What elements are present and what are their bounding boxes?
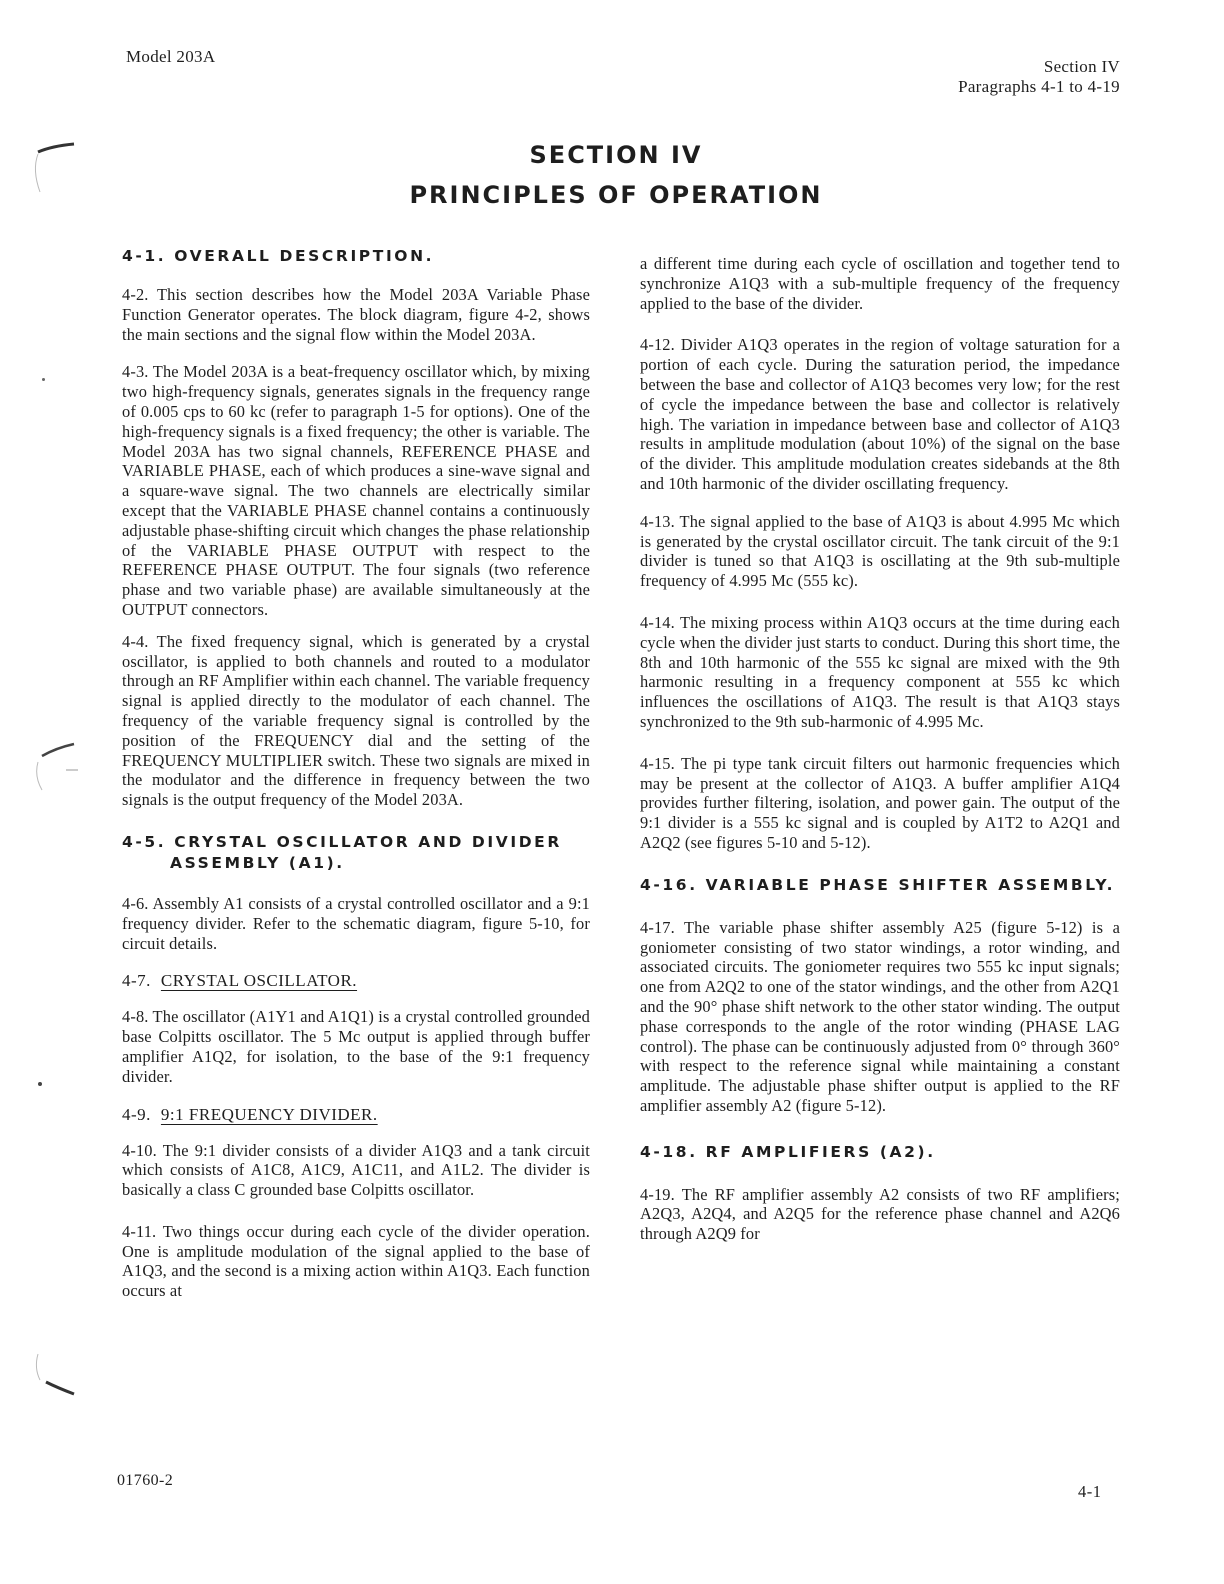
heading-4-7-number: 4-7. xyxy=(122,971,151,991)
document-number: 01760-2 xyxy=(117,1472,174,1489)
header-section-block xyxy=(958,57,1120,97)
section-subtitle: PRINCIPLES OF OPERATION xyxy=(409,181,823,209)
header-paragraphs: Paragraphs 4-1 to 4-19 xyxy=(958,77,1120,96)
heading-4-1: 4-1. OVERALL DESCRIPTION. xyxy=(122,247,435,265)
heading-4-16: 4-16. VARIABLE PHASE SHIFTER ASSEMBLY. xyxy=(640,875,1116,894)
paragraph-4-11-continued: a different time during each cycle of oscillation and together tend to synchronize A1Q3 with a sub-multiple frequency of the frequency applied to the base of the divider. xyxy=(640,254,1120,313)
heading-4-9 xyxy=(122,1105,590,1125)
paragraph-4-11: 4-11. Two things occur during each cycle of the divider operation. One is amplitude modulation of the signal applied to the base of A1Q3, and the second is a mixing action within A1Q3. Each function occurs at xyxy=(122,1221,590,1301)
page-number: 4-1 xyxy=(1078,1482,1102,1501)
heading-4-7-label: CRYSTAL OSCILLATOR. xyxy=(160,971,358,991)
heading-4-5: 4-5. CRYSTAL OSCILLATOR AND DIVIDER ASSEMBLY (A1). xyxy=(122,832,562,872)
margin-mark-top xyxy=(30,140,80,200)
paragraph-4-19: 4-19. The RF amplifier assembly A2 consists of two RF amplifiers; A2Q3, A2Q4, and A2Q5 for the reference phase channel and A2Q6 through A2Q9 for xyxy=(640,1184,1120,1244)
paragraph-4-13: 4-13. The signal applied to the base of A1Q3 is about 4.995 Mc which is generated by the crystal oscillator circuit. The tank circuit of the 9:1 divider is tuned so that A1Q3 is oscillating at the 9th sub-multiple frequency of 4.995 Mc (555 kc). xyxy=(640,511,1120,591)
section-title: SECTION IV xyxy=(529,141,703,169)
margin-dot xyxy=(42,378,45,381)
paragraph-4-17: 4-17. The variable phase shifter assembly A25 (figure 5-12) is a goniometer consisting of two stator windings, a rotor winding, and associated circuits. The goniometer requires two 555 kc input signals; one from A2Q2 to one of the stator windings, and the other from A2Q1 and the 90° phase shift network to the other stator winding. The output phase corresponds to the angle of the rotor winding (PHASE LAG control). The phase can be continuously adjusted from 0° through 360° with respect to the reference signal while maintaining a constant amplitude. The adjustable phase shifter output is applied to the RF amplifier assembly A2 (figure 5-12). xyxy=(640,917,1120,1115)
header-section: Section IV xyxy=(1043,57,1120,76)
right-column xyxy=(640,254,1120,1262)
margin-mark-bottom xyxy=(28,1344,88,1404)
paragraph-4-10: 4-10. The 9:1 divider consists of a divider A1Q3 and a tank circuit which consists of A1C8, A1C9, A1C11, and A1L2. The divider is basically a class C grounded base Colpitts oscillator. xyxy=(122,1140,590,1200)
paragraph-4-2: 4-2. This section describes how the Model 203A Variable Phase Function Generator operates. The block diagram, figure 4-2, shows the main sections and the signal flow within the Model 203A. xyxy=(122,285,590,344)
margin-mark-mid xyxy=(30,742,80,802)
heading-4-18: 4-18. RF AMPLIFIERS (A2). xyxy=(640,1142,936,1161)
paragraph-4-8: 4-8. The oscillator (A1Y1 and A1Q1) is a crystal controlled grounded base Colpitts oscillator. The 5 Mc output is applied through buffer amplifier A1Q2, for isolation, to the base of the 9:1 frequency divider. xyxy=(122,1007,590,1086)
paragraph-4-14: 4-14. The mixing process within A1Q3 occurs at the time during each cycle when the divider just starts to conduct. During this short time, the 8th and 10th harmonic of the 555 kc signal are mixed with the 9th harmonic resulting in a frequency component at 555 kc which influences the oscillations of A1Q3. The result is that A1Q3 stays synchronized to the 9th sub-harmonic of 4.995 Mc. xyxy=(640,612,1120,731)
paragraph-4-12: 4-12. Divider A1Q3 operates in the region of voltage saturation for a portion of each cycle. During the saturation period, the impedance between the base and collector of A1Q3 becomes very low; for the rest of cycle the impedance between the base and collector is relatively high. The variation in impedance between base and collector of A1Q3 results in amplitude modulation (about 10%) of the signal on the base of the divider. This amplitude modulation creates sidebands at the 8th and 10th harmonic of the divider oscillating frequency. xyxy=(640,335,1120,493)
paragraph-4-15: 4-15. The pi type tank circuit filters out harmonic frequencies which may be present at the collector of A1Q3. A buffer amplifier A1Q4 provides further filtering, isolation, and power gain. The output of the 9:1 divider is a 555 kc signal and is coupled by A1T2 to A2Q1 and A2Q2 (see figures 5-10 and 5-12). xyxy=(640,753,1120,852)
heading-4-7 xyxy=(122,971,590,991)
paragraph-4-3: 4-3. The Model 203A is a beat-frequency oscillator which, by mixing two high-frequency signals, generates signals in the frequency range of 0.005 cps to 60 kc (refer to paragraph 1-5 for options). One of the high-frequency signals is a fixed frequency; the other is variable. The Model 203A has two signal channels, REFERENCE PHASE and VARIABLE PHASE, each of which produces a sine-wave signal and a square-wave signal. The two channels are electrically similar except that the VARIABLE PHASE channel contains a continuously adjustable phase-shifting circuit which changes the phase relationship of the VARIABLE PHASE OUTPUT with respect to the REFERENCE PHASE OUTPUT. The four signals (two reference phase and two variable phase) are available simultaneously at the OUTPUT connectors. xyxy=(122,362,590,619)
page-title xyxy=(0,140,1224,210)
paragraph-4-4: 4-4. The fixed frequency signal, which is generated by a crystal oscillator, is applied to both channels and routed to a modulator through an RF Amplifier within each channel. The variable frequency signal is applied directly to the modulator of each channel. The frequency of the variable frequency signal is controlled by the position of the FREQUENCY dial and the setting of the FREQUENCY MULTIPLIER switch. These two signals are mixed in the modulator and the difference in frequency between the two signals is the output frequency of the Model 203A. xyxy=(122,631,590,810)
heading-4-9-label: 9:1 FREQUENCY DIVIDER. xyxy=(160,1104,378,1124)
left-column xyxy=(122,238,590,1319)
paragraph-4-6: 4-6. Assembly A1 consists of a crystal controlled oscillator and a 9:1 frequency divider. Refer to the schematic diagram, figure 5-10, for circuit details. xyxy=(122,893,590,953)
margin-dot xyxy=(38,1082,42,1086)
heading-4-9-number: 4-9. xyxy=(122,1104,151,1124)
header-model: Model 203A xyxy=(126,47,216,66)
